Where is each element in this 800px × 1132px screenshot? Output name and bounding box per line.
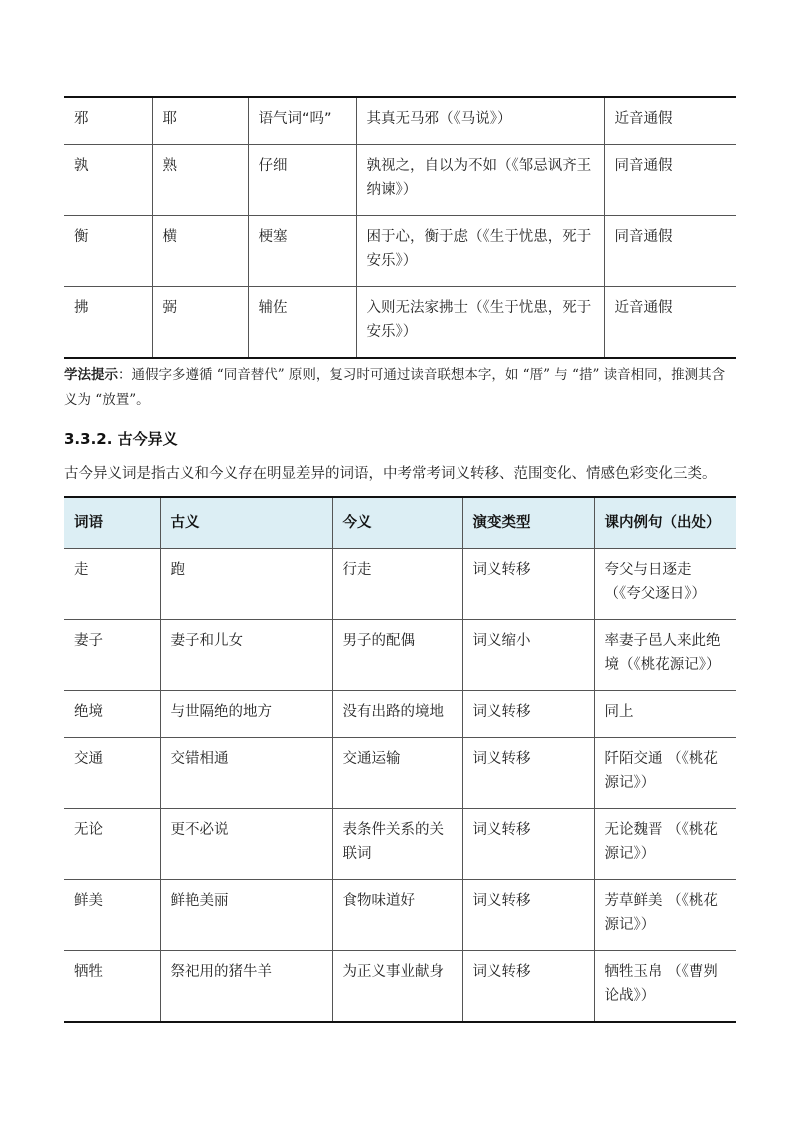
table-cell: 邪 (74, 111, 89, 127)
table-cell: 词义转移 (462, 880, 594, 951)
table-row (64, 97, 736, 145)
table-cell: 率妻子邑人来此绝境（《桃花源记》） (594, 620, 736, 691)
table-row (64, 216, 736, 287)
table-row (64, 691, 736, 738)
table-cell: 入则无法家拂士（《生于忧患，死于安乐》） (356, 287, 604, 359)
table-cell: 语气词“吗” (248, 97, 356, 145)
table-cell: 孰 (64, 145, 152, 216)
table-cell: 夸父与日逐走（《夸父逐日》） (594, 549, 736, 620)
section-heading: 3.3.2. 古今异义 (64, 430, 178, 448)
table-row (64, 549, 736, 620)
table-cell: 弼 (152, 287, 248, 359)
tongjia-table (64, 96, 736, 359)
table-header-row (64, 497, 736, 549)
table-cell: 牺牲 (64, 951, 160, 1023)
table-cell: 牺牲玉帛 （《曹刿论战》） (594, 951, 736, 1023)
table-cell: 无论 (64, 809, 160, 880)
table-cell: 祭祀用的猪牛羊 (160, 951, 332, 1023)
table-cell: 梗塞 (248, 216, 356, 287)
table-cell: 词义转移 (462, 809, 594, 880)
table-cell: 妻子和儿女 (160, 620, 332, 691)
study-tip (64, 363, 736, 413)
table-row (64, 620, 736, 691)
table-cell: 同音通假 (604, 216, 736, 287)
column-header: 今义 (332, 497, 462, 549)
table-cell: 衡 (64, 216, 152, 287)
table-cell: 熟 (152, 145, 248, 216)
table-cell: 鲜美 (64, 880, 160, 951)
table-row (64, 145, 736, 216)
table-cell: 交通运输 (332, 738, 462, 809)
table-cell: 词义转移 (462, 951, 594, 1023)
table-cell: 辅佐 (248, 287, 356, 359)
column-header: 课内例句（出处） (594, 497, 736, 549)
table-row (64, 880, 736, 951)
table-cell: 绝境 (64, 691, 160, 738)
table-row (64, 809, 736, 880)
study-tip-label: 学法提示 (64, 367, 118, 383)
table-cell: 同音通假 (604, 145, 736, 216)
table-cell: 近音通假 (604, 287, 736, 359)
table-cell: 交错相通 (160, 738, 332, 809)
table-cell: 没有出路的境地 (332, 691, 462, 738)
table-row (64, 287, 736, 359)
table-cell: 阡陌交通 （《桃花源记》） (594, 738, 736, 809)
table-cell: 与世隔绝的地方 (160, 691, 332, 738)
table-cell: 困于心，衡于虑（《生于忧患，死于安乐》） (356, 216, 604, 287)
table-cell: 更不必说 (160, 809, 332, 880)
table-cell: 词义转移 (462, 738, 594, 809)
table-cell: 交通 (64, 738, 160, 809)
table-cell: 表条件关系的关联词 (332, 809, 462, 880)
table-cell: 其真无马邪（《马说》） (356, 97, 604, 145)
table-cell: 拂 (64, 287, 152, 359)
table-row (64, 738, 736, 809)
table-cell: 耶 (152, 97, 248, 145)
table-cell: 男子的配偶 (332, 620, 462, 691)
column-header: 词语 (64, 497, 160, 549)
column-header: 演变类型 (462, 497, 594, 549)
table-cell: 行走 (332, 549, 462, 620)
table-cell: 芳草鲜美 （《桃花源记》） (594, 880, 736, 951)
table-cell: 词义转移 (462, 549, 594, 620)
table-row (64, 951, 736, 1023)
table-cell: 近音通假 (604, 97, 736, 145)
table-cell: 鲜艳美丽 (160, 880, 332, 951)
table-cell: 词义转移 (462, 691, 594, 738)
table-cell: 孰视之，自以为不如（《邹忌讽齐王纳谏》） (356, 145, 604, 216)
column-header: 古义 (160, 497, 332, 549)
section-intro: 古今异义词是指古义和今义存在明显差异的词语，中考常考词义转移、范围变化、情感色彩变化三类。 (64, 466, 717, 482)
gujin-yiyi-table (64, 496, 736, 1023)
study-tip-text: ：通假字多遵循 “同音替代” 原则，复习时可通过读音联想本字，如 “厝” 与 “措” 读音相同，推测其含义为 “放置”。 (64, 367, 726, 408)
table-cell: 同上 (594, 691, 736, 738)
table-cell: 食物味道好 (332, 880, 462, 951)
table-cell: 横 (152, 216, 248, 287)
table-cell: 走 (64, 549, 160, 620)
table-cell: 无论魏晋 （《桃花源记》） (594, 809, 736, 880)
table-cell: 妻子 (64, 620, 160, 691)
table-cell: 跑 (160, 549, 332, 620)
table-cell: 仔细 (248, 145, 356, 216)
table-cell: 为正义事业献身 (332, 951, 462, 1023)
table-cell: 词义缩小 (462, 620, 594, 691)
